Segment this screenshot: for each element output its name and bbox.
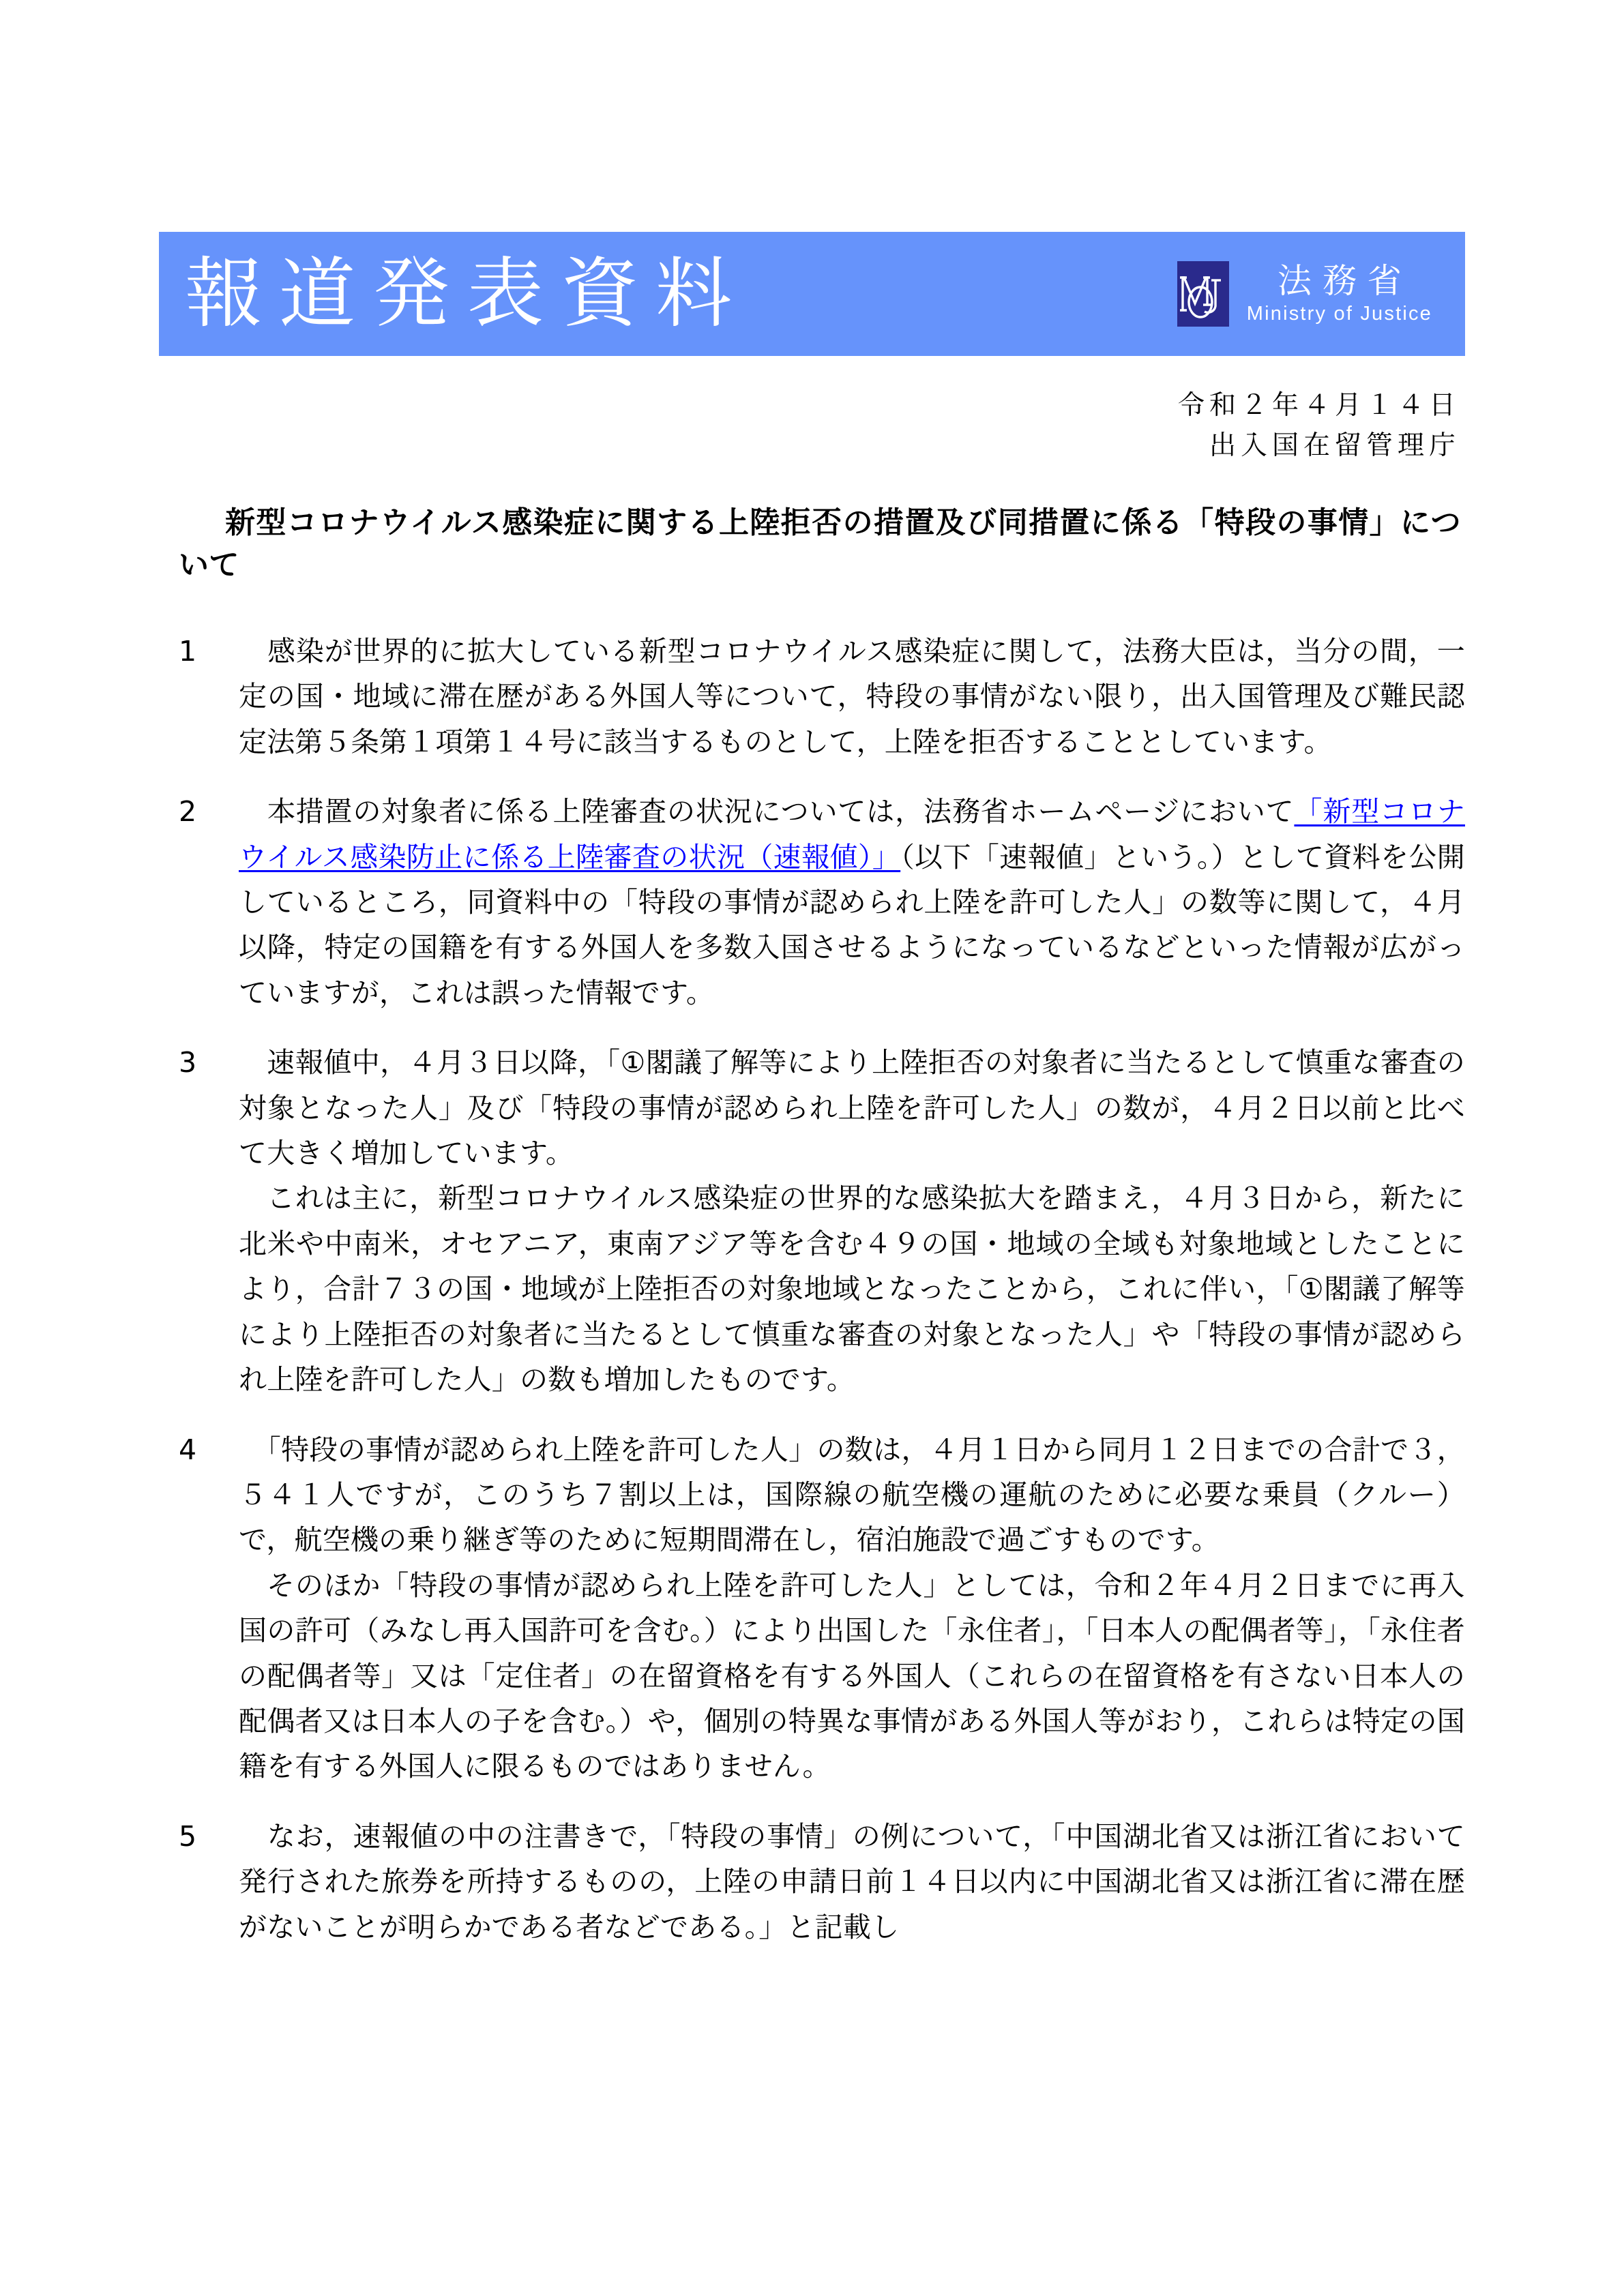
paragraph-2-tail: （以下「速報値」という。）として資料を公開しているところ，同資料中の「特段の事情が認められ上陸を許可した人」の数等に関して，４月以降，特定の国籍を有する外国人を多数入国させるようになっているなどといった情報が広がっていますが，これは誤った情報です。 <box>239 840 1466 1009</box>
header-banner <box>159 232 1465 356</box>
paragraph-3-block-2: これは主に，新型コロナウイルス感染症の世界的な感染拡大を踏まえ，４月３日から，新たに北米や中南米，オセアニア，東南アジア等を含む４９の国・地域の全域も対象地域としたことにより，合計７３の国・地域が上陸拒否の対象地域となったことから，これに伴い，「①閣議了解等により上陸拒否の対象者に当たるとして慎重な審査の対象となった人」や「特段の事情が認められ上陸を許可した人」の数も増加したものです。 <box>239 1182 1465 1397</box>
paragraph-3 <box>179 1040 1465 1402</box>
paragraph-2-number: 2 <box>179 795 197 829</box>
paragraph-4-body <box>239 1427 1465 1789</box>
ministry-name-ja: 法務省 <box>1277 261 1413 301</box>
sokuhouchi-report-link[interactable]: 「新型コロナウイルス感染防止に係る上陸審査の状況（速報値）」 <box>239 795 1465 874</box>
banner-title: 報道発表資料 <box>185 250 750 338</box>
document-meta <box>1178 386 1462 466</box>
paragraph-5-body <box>239 1814 1465 1950</box>
paragraph-1 <box>179 629 1465 764</box>
ministry-of-justice-logo <box>1177 261 1432 327</box>
paragraph-5-number: 5 <box>179 1819 197 1853</box>
paragraph-1-block-1: 感染が世界的に拡大している新型コロナウイルス感染症に関して，法務大臣は，当分の間，一定の国・地域に滞在歴がある外国人等について，特段の事情がない限り，出入国管理及び難民認定法第５条第１項第１４号に該当するものとして，上陸を拒否することとしています。 <box>239 635 1465 758</box>
paragraph-3-block-1: 速報値中，４月３日以降，「①閣議了解等により上陸拒否の対象者に当たるとして慎重な審査の対象となった人」及び「特段の事情が認められ上陸を許可した人」の数が，４月２日以前と比べて大きく増加しています。 <box>239 1046 1465 1170</box>
paragraph-2-text <box>239 789 1465 1015</box>
paragraph-1-body <box>239 629 1465 764</box>
paragraph-3-number: 3 <box>179 1046 197 1079</box>
paragraph-1-number: 1 <box>179 635 197 668</box>
paragraph-4-block-1: 「特段の事情が認められ上陸を許可した人」の数は，４月１日から同月１２日までの合計で３，５４１人ですが，このうち７割以上は，国際線の航空機の運航のために必要な乗員（クルー）で，航空機の乗り継ぎ等のために短期間滞在し，宿泊施設で過ごすものです。 <box>239 1433 1465 1557</box>
paragraph-5-block-1: なお，速報値の中の注書きで，「特段の事情」の例について，「中国湖北省又は浙江省において発行された旅券を所持するものの，上陸の申請日前１４日以内に中国湖北省又は浙江省に滞在歴がないことが明らかである者などである。」と記載し <box>239 1819 1465 1943</box>
paragraph-2-body <box>239 789 1465 1015</box>
paragraph-4-block-2: そのほか「特段の事情が認められ上陸を許可した人」としては，令和２年４月２日までに再入国の許可（みなし再入国許可を含む。）により出国した「永住者」，「日本人の配偶者等」，「永住者の配偶者等」又は「定住者」の在留資格を有する外国人（これらの在留資格を有さない日本人の配偶者又は日本人の子を含む。）や，個別の特異な事情がある外国人等がおり，これらは特定の国籍を有する外国人に限るものではありません。 <box>239 1568 1465 1783</box>
paragraph-5 <box>179 1814 1465 1950</box>
paragraph-2 <box>179 789 1465 1015</box>
publication-date: 令和２年４月１４日 <box>1177 390 1460 421</box>
moj-wordmark <box>1246 261 1432 325</box>
issuing-agency: 出入国在留管理庁 <box>1209 430 1460 461</box>
paragraph-4 <box>179 1427 1465 1789</box>
ministry-name-en: Ministry of Justice <box>1246 303 1432 325</box>
paragraph-4-number: 4 <box>179 1433 197 1466</box>
paragraph-3-body <box>239 1040 1465 1402</box>
page-title: 新型コロナウイルス感染症に関する上陸拒否の措置及び同措置に係る「特段の事情」について <box>179 505 1461 583</box>
document-body <box>179 629 1465 1974</box>
moj-monogram-icon <box>1177 261 1229 327</box>
paragraph-2-lead: 本措置の対象者に係る上陸審査の状況については，法務省ホームページにおいて <box>239 795 1295 829</box>
